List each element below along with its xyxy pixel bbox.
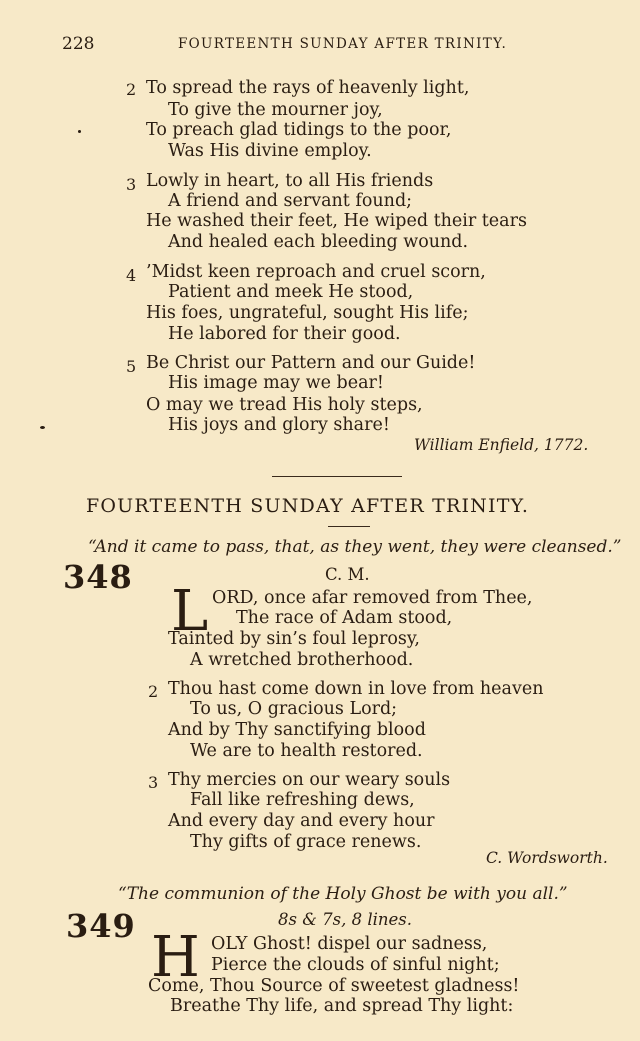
print-speck bbox=[78, 130, 81, 133]
page-number: 228 bbox=[62, 34, 95, 54]
hymn-line: Was His divine employ. bbox=[168, 141, 372, 161]
hymn-line: A friend and servant found; bbox=[168, 191, 413, 211]
running-title: FOURTEENTH SUNDAY AFTER TRINITY. bbox=[178, 36, 508, 52]
hymn-line: A wretched brotherhood. bbox=[190, 650, 414, 670]
hymn-line: To preach glad tidings to the poor, bbox=[146, 120, 452, 140]
hymn-line: His image may we bear! bbox=[168, 373, 384, 393]
hymn-line: Tainted by sin’s foul leprosy, bbox=[168, 629, 420, 649]
hymn-line: OLY Ghost! dispel our sadness, bbox=[211, 934, 488, 954]
hymn-line: Fall like refreshing dews, bbox=[190, 790, 415, 810]
hymn-line: O may we tread His holy steps, bbox=[146, 395, 423, 415]
hymn-number: 348 bbox=[63, 558, 133, 596]
hymn-epigraph: “The communion of the Holy Ghost be with you all.” bbox=[118, 884, 568, 904]
hymn-meter: C. M. bbox=[325, 565, 370, 584]
hymn-line: ’Midst keen reproach and cruel scorn, bbox=[146, 262, 486, 282]
hymn-line: He labored for their good. bbox=[168, 324, 401, 344]
hymn-line: And by Thy sanctifying blood bbox=[168, 720, 426, 740]
hymn-line: Be Christ our Pattern and our Guide! bbox=[146, 353, 476, 373]
hymn-line: Thy mercies on our weary souls bbox=[168, 770, 451, 790]
hymn-number: 349 bbox=[66, 907, 136, 945]
hymn-line: And healed each bleeding wound. bbox=[168, 232, 469, 252]
hymn-attribution: C. Wordsworth. bbox=[486, 849, 608, 867]
drop-cap: H bbox=[151, 925, 200, 990]
hymn-epigraph: “And it came to pass, that, as they went, they were cleansed.” bbox=[88, 537, 622, 557]
hymn-line: The race of Adam stood, bbox=[236, 608, 453, 628]
hymn-line: To spread the rays of heavenly light, bbox=[146, 78, 470, 98]
hymn-line: His joys and glory share! bbox=[168, 415, 390, 435]
hymn-line: Lowly in heart, to all His friends bbox=[146, 171, 434, 191]
stanza-number: 2 bbox=[126, 80, 137, 99]
hymn-line: ORD, once afar removed from Thee, bbox=[212, 588, 533, 608]
hymn-line: Pierce the clouds of sinful night; bbox=[211, 955, 500, 975]
stanza-number: 5 bbox=[126, 357, 137, 376]
hymn-line: Breathe Thy life, and spread Thy light: bbox=[170, 996, 514, 1016]
stanza-number: 4 bbox=[126, 266, 137, 285]
drop-cap: L bbox=[171, 579, 209, 644]
hymn-line: To give the mourner joy, bbox=[168, 100, 383, 120]
hymn-line: We are to health restored. bbox=[190, 741, 423, 761]
stanza-number: 3 bbox=[148, 773, 159, 792]
hymn-line: Come, Thou Source of sweetest gladness! bbox=[148, 976, 520, 996]
hymn-meter: 8s & 7s, 8 lines. bbox=[278, 910, 412, 929]
title-rule bbox=[328, 526, 370, 527]
stanza-number: 3 bbox=[126, 175, 137, 194]
hymn-line: Patient and meek He stood, bbox=[168, 282, 414, 302]
hymn-line: Thou hast come down in love from heaven bbox=[168, 679, 544, 699]
section-divider bbox=[272, 476, 402, 477]
hymn-line: And every day and every hour bbox=[168, 811, 435, 831]
stanza-number: 2 bbox=[148, 682, 159, 701]
hymn-line: His foes, ungrateful, sought His life; bbox=[146, 303, 469, 323]
hymn-line: Thy gifts of grace renews. bbox=[190, 832, 422, 852]
section-title: FOURTEENTH SUNDAY AFTER TRINITY. bbox=[86, 495, 530, 517]
hymn-line: To us, O gracious Lord; bbox=[190, 699, 398, 719]
hymn-line: He washed their feet, He wiped their tears bbox=[146, 211, 527, 231]
print-speck bbox=[40, 426, 45, 429]
hymn-attribution: William Enfield, 1772. bbox=[414, 436, 589, 454]
